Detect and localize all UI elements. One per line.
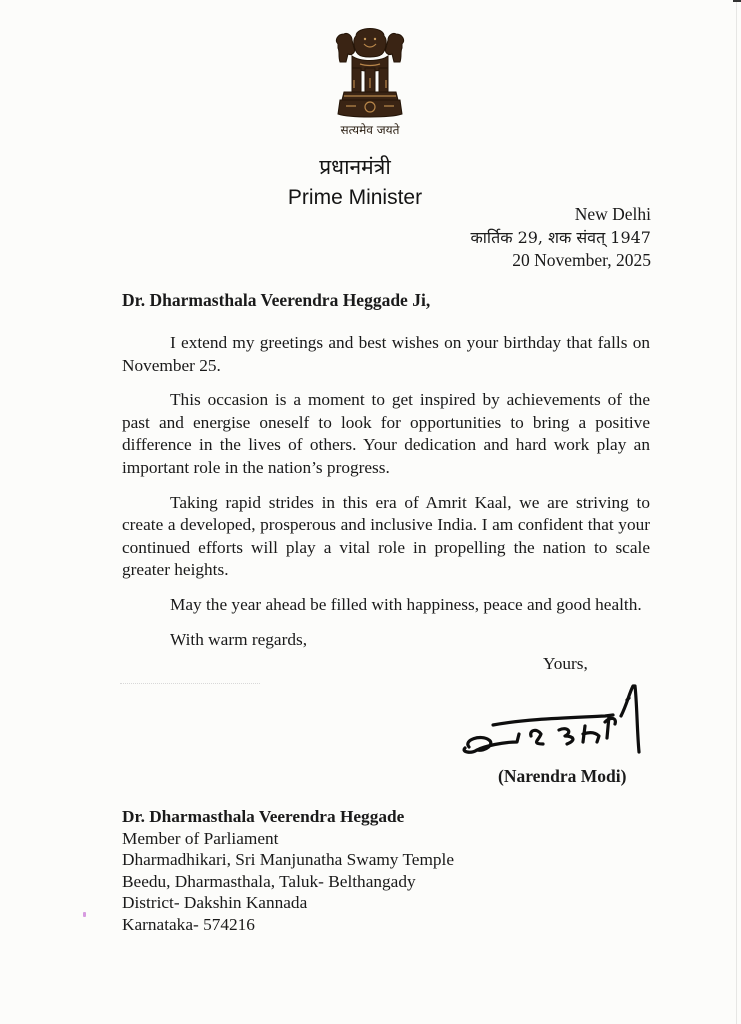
letter-body (122, 332, 650, 629)
address-line: Karnataka- 574216 (122, 914, 255, 934)
emblem-motto: सत्यमेव जयते (340, 123, 400, 137)
place: New Delhi (574, 204, 651, 224)
date: 20 November, 2025 (512, 250, 651, 270)
state-emblem-icon (330, 22, 410, 122)
office-title-english: Prime Minister (287, 186, 423, 209)
closing: With warm regards, (170, 630, 308, 649)
recipient-name: Dr. Dharmasthala Veerendra Heggade (122, 807, 405, 826)
address-line: Member of Parliament (122, 828, 279, 848)
paragraph: Taking rapid strides in this era of Amrit Kaal, we are striving to create a developed, prosperous and inclusive India. I am confident that your continued efforts will play a vital role in propelling the nation to scale greater heights. (122, 492, 650, 580)
scan-corner-mark (733, 0, 741, 2)
signature-icon (455, 682, 660, 764)
address-line: Beedu, Dharmasthala, Taluk- Belthangady (122, 871, 416, 891)
office-title-hindi: प्रधानमंत्री (319, 155, 391, 179)
scan-edge (736, 0, 737, 1024)
dateline (471, 203, 652, 272)
salutation: Dr. Dharmasthala Veerendra Heggade Ji, (122, 290, 431, 310)
hindi-date: कार्तिक 29, शक संवत् 1947 (470, 228, 651, 247)
faint-scan-marks (120, 683, 260, 685)
scan-ink-speck (83, 912, 86, 917)
yours: Yours, (543, 654, 588, 673)
paragraph: I extend my greetings and best wishes on your birthday that falls on November 25. (122, 333, 650, 375)
address-line: District- Dakshin Kannada (122, 893, 308, 913)
paragraph: This occasion is a moment to get inspired by achievements of the past and energise oneself to look for opportunities to bring a positive difference in the lives of others. Your dedication and hard work play an important role in the nation’s progress. (122, 390, 650, 477)
paragraph: May the year ahead be filled with happiness, peace and good health. (170, 594, 642, 614)
address-line: Dharmadhikari, Sri Manjunatha Swamy Temple (122, 850, 455, 870)
recipient-address (122, 806, 454, 936)
signer-name: (Narendra Modi) (498, 766, 627, 786)
